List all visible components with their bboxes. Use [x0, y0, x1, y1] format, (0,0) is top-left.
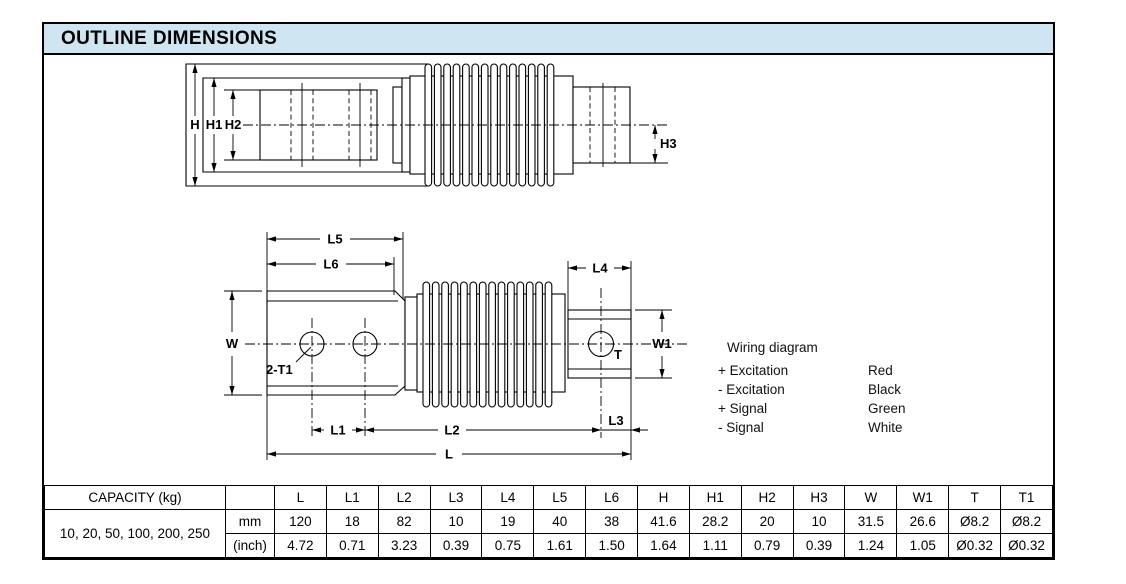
wiring-color: Green: [868, 401, 906, 416]
section-title: OUTLINE DIMENSIONS: [61, 27, 278, 49]
column-header: H1: [689, 486, 741, 510]
column-header: W: [845, 486, 897, 510]
value-cell: 4.72: [275, 534, 327, 558]
column-header: L6: [586, 486, 638, 510]
wiring-color: Black: [868, 382, 902, 397]
value-cell: 10: [793, 510, 845, 534]
value-cell: Ø0.32: [949, 534, 1001, 558]
column-header: T1: [1001, 486, 1053, 510]
column-header: L4: [482, 486, 534, 510]
value-cell: 0.39: [430, 534, 482, 558]
wiring-terminal: - Excitation: [718, 382, 785, 397]
column-header: W1: [897, 486, 949, 510]
wiring-terminal: + Excitation: [718, 363, 789, 378]
value-cell: 120: [275, 510, 327, 534]
side-view: [186, 64, 677, 186]
wiring-title: Wiring diagram: [727, 340, 818, 355]
outline-dimensions-panel: [42, 22, 1055, 560]
dimension-table: [44, 485, 1053, 558]
wiring-diagram: [718, 340, 906, 435]
column-header: L2: [378, 486, 430, 510]
value-cell: 38: [586, 510, 638, 534]
dim-label-l2: L2: [444, 422, 460, 438]
column-header: L3: [430, 486, 482, 510]
value-cell: 10: [430, 510, 482, 534]
dim-label-2t1: 2-T1: [266, 362, 293, 377]
column-header: T: [949, 486, 1001, 510]
value-cell: 1.05: [897, 534, 949, 558]
unit-header-cell: [226, 486, 275, 510]
top-view: [224, 232, 688, 462]
dim-label-t: T: [614, 347, 622, 362]
wiring-color: Red: [868, 363, 893, 378]
value-cell: 26.6: [897, 510, 949, 534]
dim-label-l3: L3: [608, 413, 624, 428]
column-header: L5: [534, 486, 586, 510]
value-cell: 1.61: [534, 534, 586, 558]
dim-label-l5: L5: [327, 231, 343, 247]
column-header: H: [638, 486, 690, 510]
dim-label-h2: H2: [224, 117, 242, 132]
unit-cell-mm: mm: [226, 510, 275, 534]
wiring-terminal: + Signal: [718, 401, 768, 416]
value-cell: 18: [326, 510, 378, 534]
table-header-row: [45, 486, 1053, 510]
dim-label-h3: H3: [660, 136, 677, 151]
value-cell: 1.24: [845, 534, 897, 558]
dim-label-l1: L1: [330, 422, 346, 438]
capacity-values-cell: 10, 20, 50, 100, 200, 250: [45, 510, 226, 558]
value-cell: 0.75: [482, 534, 534, 558]
column-header: L1: [326, 486, 378, 510]
value-cell: 1.64: [638, 534, 690, 558]
dim-label-h: H: [190, 117, 200, 132]
dim-label-l: L: [445, 446, 453, 462]
value-cell: 20: [741, 510, 793, 534]
value-cell: Ø8.2: [949, 510, 1001, 534]
value-cell: 40: [534, 510, 586, 534]
dim-label-w: W: [225, 336, 239, 351]
dim-label-w1: W1: [652, 336, 672, 351]
outline-drawing: [44, 55, 1053, 485]
value-cell: 1.50: [586, 534, 638, 558]
value-cell: Ø8.2: [1001, 510, 1053, 534]
dim-label-l4: L4: [592, 260, 608, 276]
wiring-terminal: - Signal: [718, 420, 764, 435]
value-cell: 41.6: [638, 510, 690, 534]
unit-cell-inch: (inch): [226, 534, 275, 558]
column-header: H2: [741, 486, 793, 510]
capacity-header-cell: CAPACITY (kg): [45, 486, 226, 510]
value-cell: 31.5: [845, 510, 897, 534]
column-header: L: [275, 486, 327, 510]
value-cell: 82: [378, 510, 430, 534]
value-cell: 0.79: [741, 534, 793, 558]
value-cell: 0.71: [326, 534, 378, 558]
value-cell: 19: [482, 510, 534, 534]
value-cell: Ø0.32: [1001, 534, 1053, 558]
table-row-mm: [45, 510, 1053, 534]
value-cell: 1.11: [689, 534, 741, 558]
dim-label-h1: H1: [205, 117, 223, 132]
column-header: H3: [793, 486, 845, 510]
section-header: [44, 24, 1053, 55]
value-cell: 0.39: [793, 534, 845, 558]
value-cell: 3.23: [378, 534, 430, 558]
value-cell: 28.2: [689, 510, 741, 534]
dim-label-l6: L6: [323, 256, 339, 272]
wiring-color: White: [868, 420, 903, 435]
